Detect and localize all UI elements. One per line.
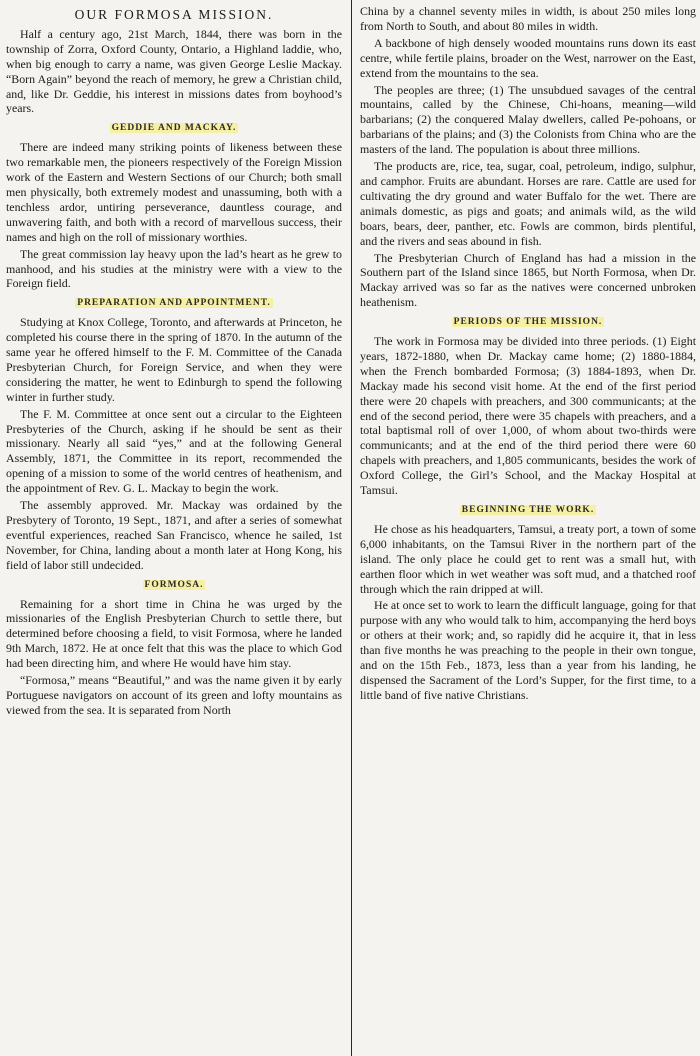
section-heading-text: GEDDIE AND MACKAY. xyxy=(111,123,237,134)
left-column xyxy=(6,4,346,1056)
article-paragraph: The great commission lay heavy upon the lad’s heart as he grew to manhood, and his studies at the ministry were with a view to the Foreign field. xyxy=(6,246,342,291)
article-paragraph: “Formosa,” means “Beautiful,” and was the name given it by early Portuguese navigators on account of its green and lofty mountains as viewed from the sea. It is separated from North xyxy=(6,673,342,717)
article-paragraph: The assembly approved. Mr. Mackay was ordained by the Presbytery of Toronto, 19 Sept., 1871, and after a series of somewhat eventful experiences, reached San Francisco, whence he sailed, 1st November, for China, landing about a month later at Hong Kong, his field of labor still undecided. xyxy=(6,498,342,572)
article-paragraph: He chose as his headquarters, Tamsui, a treaty port, a town of some 6,000 inhabitants, on the Tamsui River in the northern part of the island. The only place he could get to rent was a small hut, with earthen floor which in wet weather was soft mud, and a thatched roof through which the rain dripped at will. xyxy=(360,521,696,596)
section-heading-text: PREPARATION AND APPOINTMENT. xyxy=(77,298,271,309)
article-paragraph: Half a century ago, 21st March, 1844, there was born in the township of Zorra, Oxford County, Ontario, a Highland laddie, who, when big enough to carry a name, was given George Leslie Mackay. “Born Again” beyond the reach of memory, he grew a Christian child, and, like Dr. Geddie, his interest in missions dates from boyhood’s years. xyxy=(6,26,342,116)
section-heading xyxy=(6,578,342,593)
article-paragraph: The peoples are three; (1) The unsubdued savages of the central mountains, called by the Chinese, Chi-hoans, meaning—wild barbarians; (2) the conquered Malay dwellers, called Pe-pohoans, or barbarians of the plains; and (3) the Colonists from China who are the masters of the land. The population is about three millions. xyxy=(360,82,696,157)
article-paragraph: There are indeed many striking points of likeness between these two remarkable men, the pioneers respectively of the Foreign Mission work of the Eastern and Western Sections of our Church; both small men physically, both extremely modest and unassuming, both with a tenchless ardor, untiring perseverance, dauntless courage, and unwavering faith, and both with a record of marvellous success, their names and high on the roll of missionary worthies. xyxy=(6,140,342,244)
right-column xyxy=(356,4,696,1056)
section-heading-text: PERIODS OF THE MISSION. xyxy=(453,317,603,328)
column-divider xyxy=(351,0,352,1056)
right-column-body xyxy=(360,4,696,703)
article-paragraph: The products are, rice, tea, sugar, coal, petroleum, indigo, sulphur, and camphor. Fruits are abundant. Horses are rare. Cattle are used for cultivating the dry ground and water Buffalo for the wet. There are animals domestic, as pigs and goats; and animals wild, as the wild boars, bears, deer, panther, etc. Fowls are common, birds plentiful, and the rivers and seas abound in fish. xyxy=(360,159,696,248)
article-paragraph: Remaining for a short time in China he was urged by the missionaries of the English Presbyterian Church to settle there, but determined before choosing a field, to visit Formosa, where he landed 9th March, 1872. He at once felt that this was the place to which God had been directing him, and where He would have him stay. xyxy=(6,596,342,671)
section-heading xyxy=(6,121,342,136)
article-paragraph: A backbone of high densely wooded mountains runs down its east centre, while fertile plains, broader on the West, narrower on the East, extend from the mountains to the sea. xyxy=(360,35,696,80)
section-heading xyxy=(360,315,696,330)
section-heading-text: BEGINNING THE WORK. xyxy=(461,505,595,515)
article-paragraph: China by a channel seventy miles in width, is about 250 miles long from North to South, and about 80 miles in width. xyxy=(360,4,696,33)
article-paragraph: Studying at Knox College, Toronto, and afterwards at Princeton, he completed his course there in the spring of 1870. In the autumn of the same year he offered himself to the F. M. Committee of the Canada Presbyterian Church, for Foreign Service, and when they were considering the matter, he went to Edinburgh to spend the following winter in further study. xyxy=(6,315,342,404)
article-paragraph: He at once set to work to learn the difficult language, going for that purpose with any who would talk to him, accompanying the herd boys or others at their work; and, so rapidly did he acquire it, that in less than five months he was preaching to the people in their own tongue, and on the 15th Feb., 1873, less than a year from his landing, he dispensed the Sacrament of the Lord’s Supper, for the first time, to a little band of five native Christians. xyxy=(360,598,696,702)
article-paragraph: The F. M. Committee at once sent out a circular to the Eighteen Presbyteries of the Church, asking if he should be sent as their missionary. Nearly all said “yes,” and at the following General Assembly, 1871, the Committee in its report, recommended the opening of a mission to some of the world centres of heathenism, and the appointment of Rev. G. L. Mackay to begin the work. xyxy=(6,406,342,496)
section-heading xyxy=(360,503,696,518)
article-paragraph: The work in Formosa may be divided into three periods. (1) Eight years, 1872-1880, when Dr. Mackay came home; (2) 1880-1884, when the French bombarded Formosa; (3) 1884-1893, when Dr. Mackay made his second visit home. At the end of the first period there were 20 chapels with preachers, and 300 communicants; at the end of the second period, there were 35 chapels with preachers, and a total baptismal roll of over 1,000, of whom about two-thirds were communicants; and at the end of the third period there were 60 chapels with preachers, and 1,805 communicants, besides the work of Oxford College, the Girl’s School, and the Mackay Hospital at Tamsui. xyxy=(360,334,696,498)
article-paragraph: The Presbyterian Church of England has had a mission in the Southern part of the Island since 1865, but North Formosa, when Dr. Mackay arrived was so far as the natives were concerned unbroken heathenism. xyxy=(360,250,696,310)
section-heading-text: FORMOSA. xyxy=(144,579,204,590)
left-column-body xyxy=(6,27,342,718)
section-heading xyxy=(6,296,342,311)
article-title: OUR FORMOSA MISSION. xyxy=(74,7,274,22)
